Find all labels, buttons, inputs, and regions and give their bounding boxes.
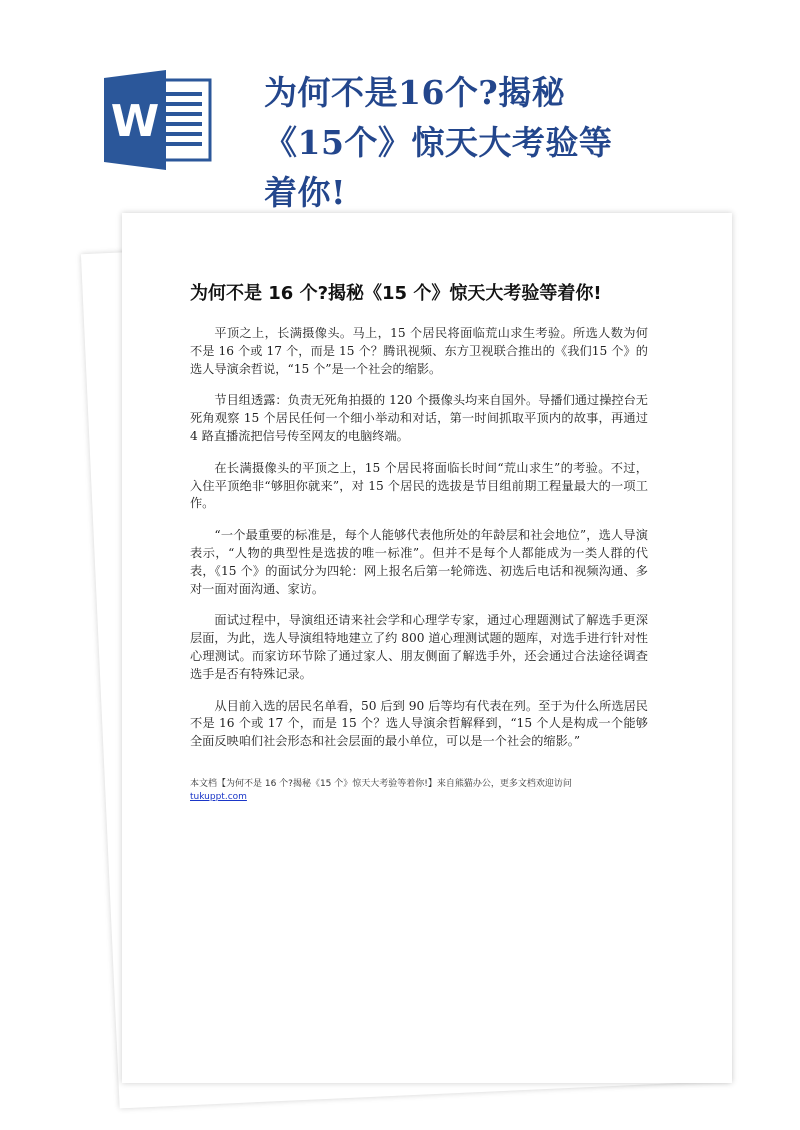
word-icon bbox=[104, 70, 216, 170]
document-page bbox=[122, 213, 732, 1083]
page-title: 为何不是16个?揭秘《15个》惊天大考验等着你! bbox=[264, 73, 613, 212]
paragraph-6: 从目前入选的居民名单看，50 后到 90 后等均有代表在列。至于为什么所选居民不是 16 个或 17 个，而是 15 个？选人导演余哲解释到，“15 个人是构成一个能够全面反映咱们社会形态和社会层面的最小单位，可以是一个社会的缩影。” bbox=[190, 698, 648, 749]
footer-note bbox=[190, 778, 660, 804]
footer-text: 本文档【为何不是 16 个?揭秘《15 个》惊天大考验等着你!】来自熊猫办公，更多文档欢迎访问 bbox=[190, 779, 572, 789]
header-banner bbox=[0, 0, 800, 212]
paragraph-2: 节目组透露：负责无死角拍摄的 120 个摄像头均来自国外。导播们通过操控台无死角观察 15 个居民任何一个细小举动和对话，第一时间抓取平顶内的故事，再通过 4 路直播流把信号传至网友的电脑终端。 bbox=[190, 393, 648, 443]
paragraph-3: 在长满摄像头的平顶之上，15 个居民将面临长时间“荒山求生”的考验。不过，入住平顶绝非“够胆你就来”，对 15 个居民的选拔是节目组前期工程量最大的一项工作。 bbox=[190, 460, 648, 511]
footer-link[interactable]: tukuppt.com bbox=[190, 792, 247, 802]
paragraph-5: 面试过程中，导演组还请来社会学和心理学专家，通过心理题测试了解选手更深层面，为此，选人导演组特地建立了约 800 道心理测试题的题库，对选手进行针对性心理测试。而家访环节除了通过家人、朋友侧面了解选手外，还会通过合法途径调查选手是否有特殊记录。 bbox=[190, 613, 648, 681]
word-icon-letter: W bbox=[110, 96, 160, 147]
document-title: 为何不是 16 个?揭秘《15 个》惊天大考验等着你! bbox=[190, 283, 602, 304]
paragraph-4: “一个最重要的标准是，每个人能够代表他所处的年龄层和社会地位”，选人导演表示，“人物的典型性是选拔的唯一标准”。但并不是每个人都能成为一类人群的代表，《15 个》的面试分为四轮：网上报名后第一轮筛选、初选后电话和视频沟通、多对一面对面沟通、家访。 bbox=[190, 528, 648, 596]
document-body bbox=[190, 325, 648, 765]
paragraph-1: 平顶之上，长满摄像头。马上，15 个居民将面临荒山求生考验。所选人数为何不是 16 个或 17 个，而是 15 个？腾讯视频、东方卫视联合推出的《我们15 个》的选人导演余哲说，“15 个”是一个社会的缩影。 bbox=[190, 326, 648, 376]
